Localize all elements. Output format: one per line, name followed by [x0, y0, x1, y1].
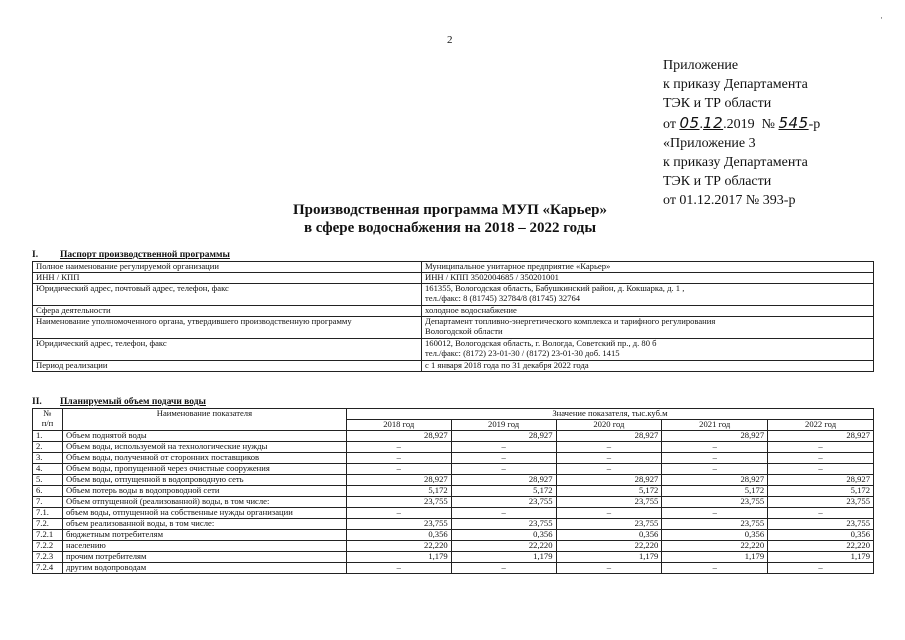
- table-row: [33, 262, 874, 273]
- row-value: –: [556, 453, 662, 464]
- section1-heading: [32, 250, 230, 260]
- passport-key: ИНН / КПП: [33, 273, 422, 284]
- row-name: населению: [62, 541, 346, 552]
- annex-date-prefix: от: [663, 116, 676, 132]
- passport-key: Период реализации: [33, 361, 422, 372]
- annex-date-line: от 05.12.2019 № 545-р: [663, 113, 821, 132]
- row-value: 28,927: [768, 431, 874, 442]
- row-value: 0,356: [346, 530, 451, 541]
- row-value: 23,755: [556, 497, 662, 508]
- row-value: 28,927: [768, 475, 874, 486]
- row-value: –: [451, 453, 556, 464]
- row-name: Объем воды, используемой на технологические нужды: [62, 442, 346, 453]
- row-number: 7.2.: [33, 519, 63, 530]
- annex-date-year: .2019: [723, 116, 755, 132]
- row-value: 22,220: [768, 541, 874, 552]
- row-value: –: [662, 464, 768, 475]
- passport-value-line1: 161355, Вологодская область, Бабушкинский район, д. Кокшарка, д. 1 ,: [425, 283, 685, 293]
- annex-block: [663, 56, 820, 211]
- passport-value: с 1 января 2018 года по 31 декабря 2022 года: [422, 361, 874, 372]
- row-name: прочим потребителям: [62, 552, 346, 563]
- passport-value: [422, 317, 874, 339]
- row-value: 28,927: [556, 431, 662, 442]
- row-value: 5,172: [768, 486, 874, 497]
- row-value: 1,179: [451, 552, 556, 563]
- section1-title: Паспорт производственной программы: [60, 250, 230, 260]
- row-value: 28,927: [346, 431, 451, 442]
- row-value: 28,927: [662, 431, 768, 442]
- passport-value-line2: тел./факс: 8 (81745) 32784/8 (81745) 32764: [425, 292, 581, 303]
- year-header: 2019 год: [451, 420, 556, 431]
- table-row: [33, 442, 874, 453]
- row-value: –: [662, 563, 768, 574]
- col-values-header: Значение показателя, тыс.куб.м: [346, 409, 873, 420]
- year-header: 2018 год: [346, 420, 451, 431]
- row-value: –: [556, 464, 662, 475]
- row-value: 22,220: [662, 541, 768, 552]
- row-value: 0,356: [768, 530, 874, 541]
- table-row: [33, 486, 874, 497]
- passport-key: Сфера деятельности: [33, 306, 422, 317]
- row-value: 22,220: [346, 541, 451, 552]
- row-value: 0,356: [451, 530, 556, 541]
- table-row: [33, 563, 874, 574]
- passport-value: [422, 339, 874, 361]
- annex-line1: Приложение: [663, 58, 739, 73]
- corner-mark: ·: [880, 13, 883, 23]
- row-number: 7.2.2: [33, 541, 63, 552]
- row-name: Объем воды, полученной от сторонних поставщиков: [62, 453, 346, 464]
- row-value: –: [768, 464, 874, 475]
- row-number: 7.2.4: [33, 563, 63, 574]
- row-value: –: [662, 508, 768, 519]
- table-row: [33, 317, 874, 339]
- row-value: –: [451, 563, 556, 574]
- handwritten-month: 12: [703, 113, 724, 132]
- row-value: 23,755: [662, 497, 768, 508]
- row-number: 4.: [33, 464, 63, 475]
- table-row: [33, 306, 874, 317]
- passport-value: ИНН / КПП 3502004685 / 350201001: [422, 273, 874, 284]
- section2-heading: [32, 397, 206, 407]
- table-row: [33, 508, 874, 519]
- row-name: Объем отпущенной (реализованной) воды, в том числе:: [62, 497, 346, 508]
- year-header: 2020 год: [556, 420, 662, 431]
- passport-value-line2: Вологодской области: [425, 325, 503, 336]
- row-name: другим водопроводам: [62, 563, 346, 574]
- table-row: [33, 475, 874, 486]
- row-value: 28,927: [556, 475, 662, 486]
- row-number: 2.: [33, 442, 63, 453]
- annex-line6: к приказу Департамента: [663, 155, 808, 171]
- row-value: –: [451, 464, 556, 475]
- col-number-header: [33, 409, 63, 431]
- annex-number-suffix: -р: [808, 116, 821, 132]
- row-value: –: [768, 442, 874, 453]
- row-number: 5.: [33, 475, 63, 486]
- col-number-line2: п/п: [41, 417, 54, 428]
- table-header-row: [33, 409, 874, 420]
- page-number: 2: [447, 34, 453, 46]
- row-number: 7.: [33, 497, 63, 508]
- col-name-header: Наименование показателя: [62, 409, 346, 431]
- row-value: –: [346, 442, 451, 453]
- table-row: [33, 361, 874, 372]
- table-row: [33, 284, 874, 306]
- row-value: 5,172: [556, 486, 662, 497]
- row-name: объем воды, отпущенной на собственные нужды организации: [62, 508, 346, 519]
- table-row: [33, 464, 874, 475]
- col-number-line1: №: [43, 408, 52, 418]
- annex-line7: ТЭК и ТР области: [663, 174, 772, 190]
- table-row: [33, 552, 874, 563]
- passport-key: Юридический адрес, телефон, факс: [33, 339, 422, 361]
- year-header: 2021 год: [662, 420, 768, 431]
- passport-value: холодное водоснабжение: [422, 306, 874, 317]
- document-title: [200, 201, 700, 237]
- passport-value: Муниципальное унитарное предприятие «Карьер»: [422, 262, 874, 273]
- row-value: –: [556, 508, 662, 519]
- table-row: [33, 530, 874, 541]
- table-row: [33, 519, 874, 530]
- table-row: [33, 453, 874, 464]
- row-value: 23,755: [346, 519, 451, 530]
- passport-key: Юридический адрес, почтовый адрес, телефон, факс: [33, 284, 422, 306]
- title-line1: Производственная программа МУП «Карьер»: [292, 202, 608, 218]
- row-value: 0,356: [662, 530, 768, 541]
- row-value: –: [451, 442, 556, 453]
- row-value: –: [346, 563, 451, 574]
- passport-value-line2: тел./факс: (8172) 23-01-30 / (8172) 23-01-30 доб. 1415: [425, 347, 620, 358]
- section2-number: II.: [32, 397, 42, 407]
- row-number: 3.: [33, 453, 63, 464]
- row-value: –: [346, 453, 451, 464]
- row-number: 7.2.1: [33, 530, 63, 541]
- row-value: –: [556, 563, 662, 574]
- row-number: 6.: [33, 486, 63, 497]
- passport-value-line1: Департамент топливно-энергетического комплекса и тарифного регулирования: [425, 316, 716, 326]
- row-value: 5,172: [451, 486, 556, 497]
- row-value: –: [662, 453, 768, 464]
- table-row: [33, 431, 874, 442]
- annex-line2: к приказу Департамента: [663, 77, 808, 93]
- row-value: 0,356: [556, 530, 662, 541]
- table-row: [33, 339, 874, 361]
- passport-table: [32, 261, 874, 372]
- row-value: 28,927: [662, 475, 768, 486]
- handwritten-number: 545: [778, 113, 809, 132]
- row-value: 28,927: [451, 431, 556, 442]
- row-name: Объем воды, пропущенной через очистные сооружения: [62, 464, 346, 475]
- passport-value-line1: 160012, Вологодская область, г. Вологда, Советский пр., д. 80 б: [425, 338, 657, 348]
- annex-line8: от 01.12.2017 № 393-р: [663, 193, 796, 209]
- row-name: Объем потерь воды в водопроводной сети: [62, 486, 346, 497]
- row-value: 22,220: [556, 541, 662, 552]
- row-value: –: [662, 442, 768, 453]
- row-value: –: [768, 563, 874, 574]
- row-value: –: [346, 508, 451, 519]
- row-value: –: [346, 464, 451, 475]
- row-value: 23,755: [346, 497, 451, 508]
- row-value: 1,179: [662, 552, 768, 563]
- row-value: 23,755: [451, 519, 556, 530]
- row-name: Объем поднятой воды: [62, 431, 346, 442]
- passport-key: Наименование уполномоченного органа, утвердившего производственную программу: [33, 317, 422, 339]
- annex-number-prefix: №: [761, 116, 775, 132]
- year-header: 2022 год: [768, 420, 874, 431]
- row-value: 22,220: [451, 541, 556, 552]
- row-value: 23,755: [768, 519, 874, 530]
- annex-line5: «Приложение 3: [663, 135, 756, 151]
- row-value: 23,755: [662, 519, 768, 530]
- row-value: 1,179: [556, 552, 662, 563]
- passport-key: Полное наименование регулируемой организации: [33, 262, 422, 273]
- row-number: 7.2.3: [33, 552, 63, 563]
- table-row: [33, 497, 874, 508]
- row-value: 5,172: [662, 486, 768, 497]
- table-row: [33, 541, 874, 552]
- water-volume-table: [32, 408, 874, 574]
- row-number: 7.1.: [33, 508, 63, 519]
- row-value: 1,179: [768, 552, 874, 563]
- row-value: –: [556, 442, 662, 453]
- table-row: [33, 273, 874, 284]
- row-value: 1,179: [346, 552, 451, 563]
- row-value: –: [768, 453, 874, 464]
- row-value: 5,172: [346, 486, 451, 497]
- section1-number: I.: [32, 250, 39, 260]
- annex-line3: ТЭК и ТР области: [663, 96, 772, 112]
- row-value: 28,927: [451, 475, 556, 486]
- row-value: –: [768, 508, 874, 519]
- handwritten-day: 05: [679, 113, 700, 132]
- row-value: –: [451, 508, 556, 519]
- row-number: 1.: [33, 431, 63, 442]
- section2-title: Планируемый объем подачи воды: [60, 397, 206, 407]
- row-value: 23,755: [556, 519, 662, 530]
- row-name: бюджетным потребителям: [62, 530, 346, 541]
- row-value: 23,755: [451, 497, 556, 508]
- row-name: объем реализованной воды, в том числе:: [62, 519, 346, 530]
- row-value: 28,927: [346, 475, 451, 486]
- passport-value: [422, 284, 874, 306]
- title-line2: в сфере водоснабжения на 2018 – 2022 годы: [303, 220, 597, 236]
- row-value: 23,755: [768, 497, 874, 508]
- row-name: Объем воды, отпущенной в водопроводную сеть: [62, 475, 346, 486]
